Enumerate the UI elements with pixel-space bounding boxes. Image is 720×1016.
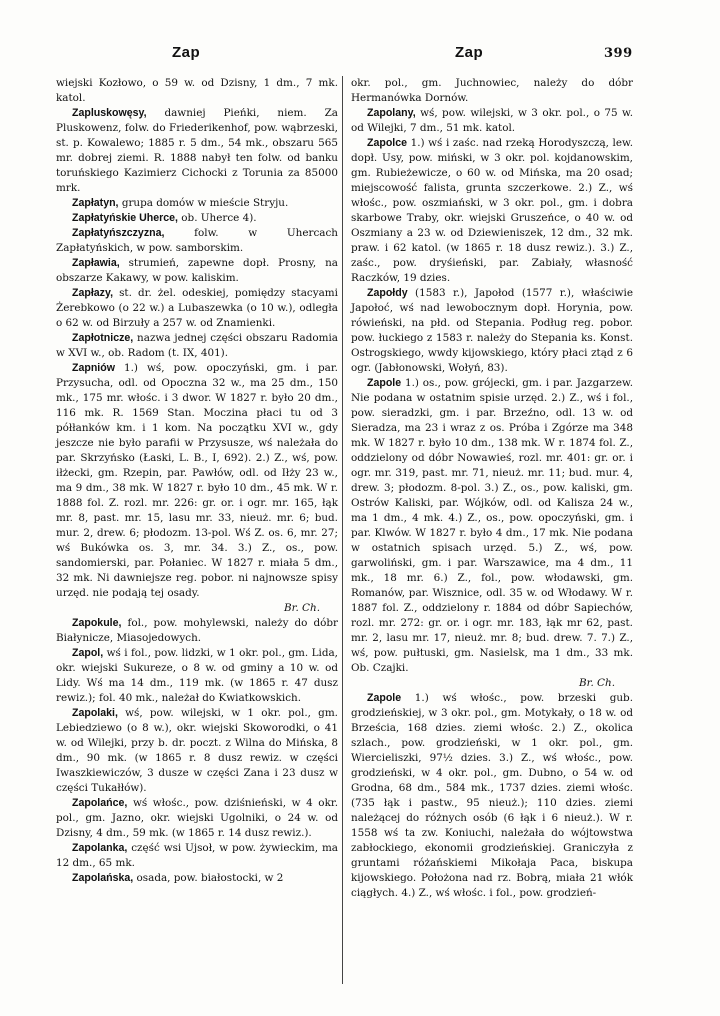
entry-headword: Zapłazy,	[72, 287, 114, 299]
entry-text: grupa domów w mieście Stryju.	[118, 197, 289, 209]
entry-headword: Zapole	[367, 692, 402, 704]
dictionary-entry	[56, 796, 338, 841]
right-column	[351, 76, 633, 901]
entry-text: 1.) wś włośc., pow. brzeski gub. grodzieńskiej, w 3 okr. pol., gm. Motykały, o 18 w. od Brześcia, 168 dzies. ziemi włośc. 2.) Z., okolica szlach., pow. grodzieński, w 1 okr. pol., gm. Wiercieliszki, 97½ dzies. 3.) Z., wś włośc., pow. grodzieński, w 4 okr. pol., gm. Dubno, o 54 w. od Grodna, 68 dm., 584 mk., 1737 dzies. ziemi włośc. (735 łąk i pastw., 95 nieuż.); 110 dzies. ziemi należącej do różnych osób (6 łąk i 6 nieuż.). W r. 1558 wś ta zw. Koniuchi, należała do wójtowstwa zabłockiego, ekonomii grodzieńskiej. Graniczyła z gruntami różańskiemi Mikołaja Paca, biskupa kijowskiego. Położona nad rz. Bobrą, miała 21 włók ciągłych. 4.) Z., wś włośc. i fol., pow. grodzień-	[351, 692, 633, 899]
entry-headword: Zapokule,	[72, 617, 122, 629]
entry-text: 1.) wś, pow. opoczyński, gm. i par. Przysucha, odl. od Opoczna 32 w., ma 25 dm., 150 mk., 175 mr. włośc. i 3 dwor. W 1827 r. było 20 dm., 116 mk. R. 1569 Stan. Moczina płaci tu od 3 półłanków km. i 1 kom. Na początku XVI w., gdy jeszcze nie było parafii w Przysusze, wś należała do par. Skrzyńsko (Łaski, L. B., I, 692). 2.) Z., wś, pow. iłżecki, gm. Rzepin, par. Pawłów, odl. od Iłży 23 w., ma 9 dm., 38 mk. W 1827 r. było 10 dm., 45 mk. W r. 1888 fol. Z. rozl. mr. 226: gr. or. i ogr. mr. 165, łąk mr. 8, past. mr. 15, lasu mr. 33, nieuż. mr. 6; bud. mur. 2, drew. 6; płodozm. 13-pol. Wś Z. os. 6, mr. 27; wś Bukówka os. 3, mr. 34. 3.) Z., os., pow. sandomierski, par. Połaniec. W 1827 r. miała 5 dm., 32 mk. Ni dawniejsze reg. pobor. ni najnowsze spisy urzęd. nie podają tej osady.	[56, 362, 338, 599]
entry-headword: Zapolanka,	[72, 842, 128, 854]
entry-text: wś, pow. wilejski, w 1 okr. pol., gm. Lebiedziewo (o 8 w.), okr. wiejski Skoworodki, o 41 w. od Wilejki, przy b. dr. poczt. z Wilna do Mińska, 8 dm., 90 mk. (w 1865 r. 8 dusz rewiz. w części Iwaszkiewiczów, 3 dusze w części Zana i 23 dusz w części Tukałłów).	[56, 707, 338, 794]
entry-text: (1583 r.), Japołod (1577 r.), właściwie Japołoć, wś nad lewobocznym dopł. Horynia, pow. rówieński, na płd. od Stepania. Podług reg. pobor. pow. łuckiego z 1583 r. należy do Stepania ks. Konst. Ostrogskiego, wwdy kijowskiego, który płaci ztąd z 6 ogr. (Jabłonowski, Wołyń, 83).	[351, 287, 633, 374]
entry-headword: Zapołdy	[367, 287, 408, 299]
dictionary-entry	[56, 286, 338, 331]
entry-headword: Zapolańce,	[72, 797, 128, 809]
dictionary-entry	[56, 331, 338, 361]
entry-text: wiejski Kozłowo, o 59 w. od Dzisny, 1 dm., 7 mk. katol.	[56, 77, 338, 104]
author-signature: Br. Ch.	[578, 677, 615, 689]
entry-text: okr. pol., gm. Juchnowiec, należy do dóbr Hermanówka Dornów.	[351, 77, 633, 104]
dictionary-entry	[56, 106, 338, 196]
running-head-left: Zap	[172, 44, 201, 61]
page-number: 399	[604, 46, 633, 61]
entry-text: wś i fol., pow. lidzki, w 1 okr. pol., gm. Lida, okr. wiejski Sukureze, o 8 w. od gminy a 10 w. od Lidy. Wś ma 14 dm., 119 mk. (w 1865 r. 47 dusz rewiz.); fol. 40 mk., należał do Kwiatkowskich.	[56, 647, 338, 704]
entry-text: strumień, zapewne dopł. Prosny, na obszarze Kakawy, w pow. kaliskim.	[56, 257, 338, 284]
entry-text: fol., pow. mohylewski, należy do dóbr Białynicze, Miasojedowych.	[56, 617, 338, 644]
entry-headword: Zapolaki,	[72, 707, 118, 719]
dictionary-entry	[351, 136, 633, 286]
entry-headword: Zapolany,	[367, 107, 416, 119]
entry-headword: Zapol,	[72, 647, 104, 659]
dictionary-entry	[351, 106, 633, 136]
entry-headword: Zapławia,	[72, 257, 120, 269]
entry-text: st. dr. żel. odeskiej, pomiędzy stacyami Żerebkowo (o 22 w.) a Lubaszewka (o 10 w.), odległa o 62 w. od Birzuły a 257 w. od Znamienki.	[56, 287, 338, 329]
entry-headword: Zapluskowęsy,	[72, 107, 147, 119]
dictionary-entry	[56, 601, 338, 616]
left-column	[56, 76, 338, 886]
entry-text: wś włośc., pow. dziśnieński, w 4 okr. pol., gm. Jazno, okr. wiejski Ugolniki, o 24 w. od Dzisny, 4 dm., 59 mk. (w 1865 r. 14 dusz rewiz.).	[56, 797, 338, 839]
entry-text: dawniej Pieńki, niem. Za Pluskowenz, folw. do Friederikenhof, pow. wąbrzeski, st. p. Kowalewo; 1885 r. 5 dm., 54 mk., obszaru 565 mr. dobrej ziemi. R. 1888 nabył ten folw. od banku toruńskiego Kazimierz Cichocki z Torunia za 85000 mrk.	[56, 107, 338, 194]
column-divider	[342, 76, 343, 984]
dictionary-entry	[56, 256, 338, 286]
entry-text: nazwa jednej części obszaru Radomia w XVI w., ob. Radom (t. IX, 401).	[56, 332, 338, 359]
entry-headword: Zapłatyńskie Uherce,	[72, 212, 178, 224]
dictionary-entry	[351, 286, 633, 376]
author-signature: Br. Ch.	[283, 602, 320, 614]
dictionary-entry	[56, 616, 338, 646]
entry-text: 1.) wś i zaśc. nad rzeką Horodyszczą, lew. dopł. Usy, pow. miński, w 3 okr. pol. kojdanowskim, gm. Rubieżewicze, o 60 w. od Mińska, ma 20 osad; miejscowość falista, grunta szczerkowe. 2.) Z., wś włośc., pow. oszmiański, w 3 okr. pol., gm. i dobra skarbowe Traby, okr. wiejski Gruszeńce, o 40 w. od Oszmiany a 23 w. od Dziewieniszek, 12 dm., 32 mk. praw. i 62 katol. (w 1865 r. 18 dusz rewiz.). 3.) Z., zaśc., pow. dryśieński, par. Zabiały, własność Raczków, 19 dzies.	[351, 137, 633, 284]
dictionary-entry	[351, 376, 633, 676]
entry-text: osada, pow. białostocki, w 2	[133, 872, 284, 884]
entry-text: ob. Uherce 4).	[177, 212, 257, 224]
dictionary-entry	[351, 76, 633, 106]
entry-headword: Zapłotnicze,	[72, 332, 134, 344]
entry-headword: Zapolce	[367, 137, 408, 149]
entry-text: część wsi Ujsoł, w pow. żywieckim, ma 12 dm., 65 mk.	[56, 842, 338, 869]
entry-text: 1.) os., pow. grójecki, gm. i par. Jazgarzew. Nie podana w ostatnim spisie urzęd. 2.) Z., wś i fol., pow. sieradzki, gm. i par. Brzeźno, odl. 13 w. od Sieradza, ma 23 i wraz z os. Próba i Zgórze ma 348 mk. W 1827 r. było 10 dm., 138 mk. W r. 1874 fol. Z., oddzielony od dóbr Nowawieś, rozl. mr. 401: gr. or. i ogr. mr. 319, past. mr. 71, nieuż. mr. 11; bud. mur. 4, drew. 3; płodozm. 8-pol. 3.) Z., os., pow. kaliski, gm. Ostrów Kaliski, par. Wójków, odl. od Kalisza 24 w., ma 1 dm., 4 mk. 4.) Z., os., pow. opoczyński, gm. i par. Klwów. W 1827 r. było 4 dm., 17 mk. Nie podana w ostatnich spisach urzęd. 5.) Z., wś, pow. garwoliński, gm. i par. Warszawice, ma 4 dm., 11 mk., 18 mr. 6.) Z., fol., pow. włodawski, gm. Romanów, par. Wisznice, odl. 35 w. od Włodawy. W r. 1887 fol. Z., oddzielony r. 1884 od dóbr Sapiechów, rozl. mr. 272: gr. or. i ogr. mr. 183, łąk mr 62, past. mr. 2, lasu mr. 17, nieuż. mr. 8; bud. drew. 7. 7.) Z., wś, pow. pułtuski, gm. Nasielsk, ma 1 dm., 33 mk. Ob. Czajki.	[351, 377, 633, 674]
entry-headword: Zapole	[367, 377, 402, 389]
dictionary-entry	[56, 211, 338, 226]
dictionary-entry	[56, 706, 338, 796]
entry-headword: Zapolańska,	[72, 872, 134, 884]
dictionary-entry	[351, 676, 633, 691]
entry-text: folw. w Uhercach Zapłatyńskich, w pow. samborskim.	[56, 227, 338, 254]
dictionary-entry	[56, 226, 338, 256]
dictionary-entry	[56, 871, 338, 886]
dictionary-entry	[56, 196, 338, 211]
running-head-right: Zap	[455, 44, 484, 61]
entry-headword: Zapniów	[72, 362, 115, 374]
entry-headword: Zapłatyn,	[72, 197, 119, 209]
entry-text: wś, pow. wilejski, w 3 okr. pol., o 75 w. od Wilejki, 7 dm., 51 mk. katol.	[351, 107, 633, 134]
dictionary-entry	[56, 646, 338, 706]
dictionary-entry	[56, 841, 338, 871]
dictionary-entry	[56, 76, 338, 106]
dictionary-entry	[56, 361, 338, 601]
entry-headword: Zapłatyńszczyzna,	[72, 227, 165, 239]
dictionary-entry	[351, 691, 633, 901]
